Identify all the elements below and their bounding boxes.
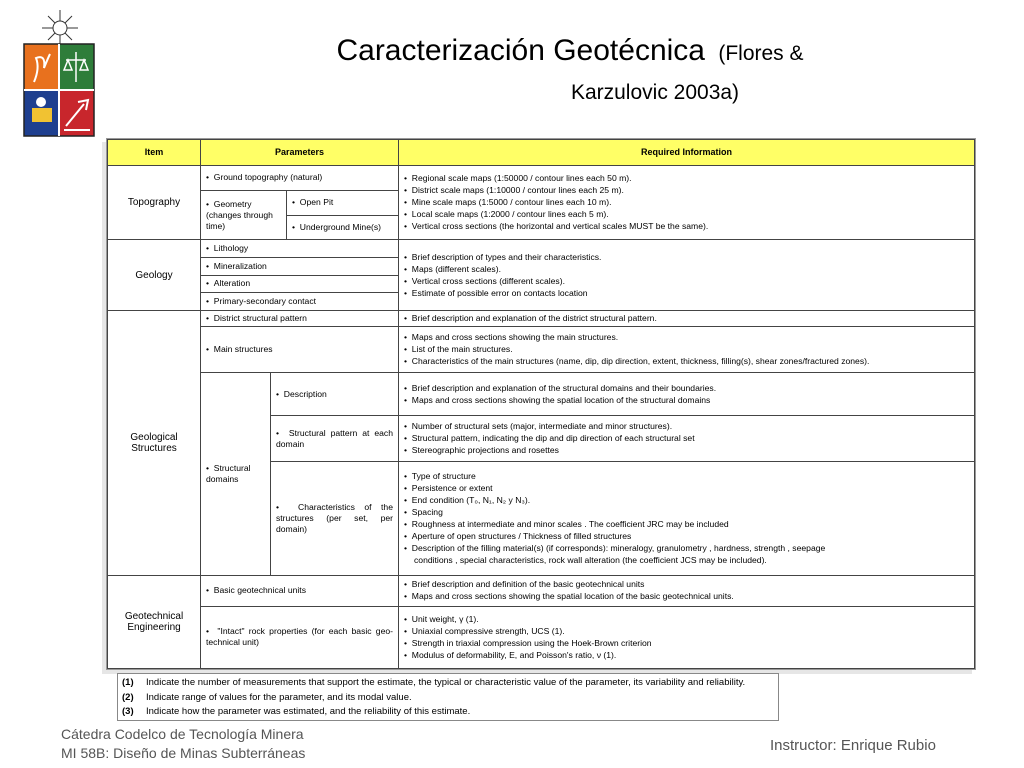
footer-line-1: Cátedra Codelco de Tecnología Minera — [61, 726, 304, 742]
req-topography: • Regional scale maps (1:50000 / contour lines each 50 m). • District scale maps (1:10000 / contour lines each 25 m). • Mine scale maps (1:5000 / contour lines each 10 m). • Local scale maps (1:2000 / contour lines each 5 m). • Vertical cross sections (the horizontal and vertical scales MUST be the same). — [399, 165, 975, 240]
req-structural-domains-description: • Brief description and explanation of the structural domains and their boundaries. • Maps and cross sections showing the spatial location of the structural domains — [399, 372, 975, 415]
param-ground-topography: • Ground topography (natural) — [201, 165, 399, 190]
header-parameters: Parameters — [201, 140, 399, 166]
title-authors-line2: Karzulovic 2003a) — [570, 81, 740, 104]
param-characteristics-structures: • Characteristics of the structures (per set, per domain) — [271, 461, 399, 575]
param-structural-domains: • Structural domains — [201, 372, 271, 575]
req-structure-characteristics: • Type of structure • Persistence or extent • End condition (T₀, N₁, N₂ y N₃). • Spacing • Roughness at intermediate and minor scales . The coefficient JRC may be included • Aperture of open structures / Thickness of filled structures • Description of the filling material(s) (if corresponds): mineralogy, granulometry , hardness, strength , seepage conditions , special characteristics, rock wall alteration (the coefficient JCS may be included). — [399, 461, 975, 575]
req-intact-rock-properties: • Unit weight, γ (1). • Uniaxial compressive strength, UCS (1). • Strength in triaxial compression using the Hoek-Brown criterion • Modulus of deformability, E, and Poisson's ratio, ν (1). — [399, 606, 975, 668]
footnote-2: (2) Indicate range of values for the parameter, and its modal value. — [122, 691, 412, 703]
param-lithology: • Lithology — [201, 240, 399, 258]
title-main: Caracterización Geotécnica — [336, 34, 705, 67]
param-open-pit: • Open Pit — [287, 191, 398, 215]
header-required-information: Required Information — [399, 140, 975, 166]
param-underground-mines: • Underground Mine(s) — [287, 215, 398, 239]
table-footnotes — [117, 673, 779, 721]
req-main-structures: • Maps and cross sections showing the main structures. • List of the main structures. • Characteristics of the main structures (name, dip, dip direction, extent, thickness, filling(s), shear zones/fractured zones). — [399, 327, 975, 373]
param-basic-geotechnical-units: • Basic geotechnical units — [201, 575, 399, 606]
param-intact-rock-properties: • "Intact" rock properties (for each basic geo-technical unit) — [201, 606, 399, 668]
item-topography: Topography — [108, 165, 201, 240]
item-geological-structures: Geological Structures — [108, 310, 201, 575]
param-district-structural-pattern: • District structural pattern — [201, 310, 399, 327]
param-primary-secondary-contact: • Primary-secondary contact — [201, 293, 399, 311]
star-emblem-icon — [42, 10, 78, 46]
item-geology: Geology — [108, 240, 201, 310]
footer-instructor: Instructor: Enrique Rubio — [770, 737, 936, 754]
param-mineralization: • Mineralization — [201, 258, 399, 276]
req-structural-pattern: • Number of structural sets (major, intermediate and minor structures). • Structural pattern, indicating the dip and dip direction of each structural set • Stereographic projections and rosettes — [399, 416, 975, 462]
university-crest-logo — [22, 8, 98, 142]
param-description: • Description — [271, 372, 399, 415]
footnote-1: (1) Indicate the number of measurements that support the estimate, the typical or characteristic value of the parameter, its variability and reliability. — [122, 677, 746, 688]
slide-title — [210, 32, 930, 113]
header-item: Item — [108, 140, 201, 166]
param-alteration: • Alteration — [201, 275, 399, 293]
param-structural-pattern-each-domain: • Structural pattern at each domain — [271, 416, 399, 462]
footer-course-info — [61, 725, 305, 763]
req-district-structural-pattern: • Brief description and explanation of the district structural pattern. — [399, 310, 975, 327]
title-authors-line1: (Flores & — [718, 42, 804, 65]
param-main-structures: • Main structures — [201, 327, 399, 373]
item-geotechnical-engineering: Geotechnical Engineering — [108, 575, 201, 668]
footer-line-2: MI 58B: Diseño de Minas Subterráneas — [61, 745, 306, 761]
req-basic-geotechnical-units: • Brief description and definition of the basic geotechnical units • Maps and cross sections showing the spatial location of the basic geotechnical units. — [399, 575, 975, 606]
table-header-row — [108, 140, 975, 166]
footnote-3: (3) Indicate how the parameter was estimated, and the reliability of this estimate. — [122, 706, 471, 717]
geotechnical-characterization-table — [106, 138, 976, 670]
req-geology: • Brief description of types and their characteristics. • Maps (different scales). • Vertical cross sections (different scales). • Estimate of possible error on contacts location — [399, 240, 975, 310]
param-geometry: • Geometry (changes through time) — [201, 190, 287, 240]
